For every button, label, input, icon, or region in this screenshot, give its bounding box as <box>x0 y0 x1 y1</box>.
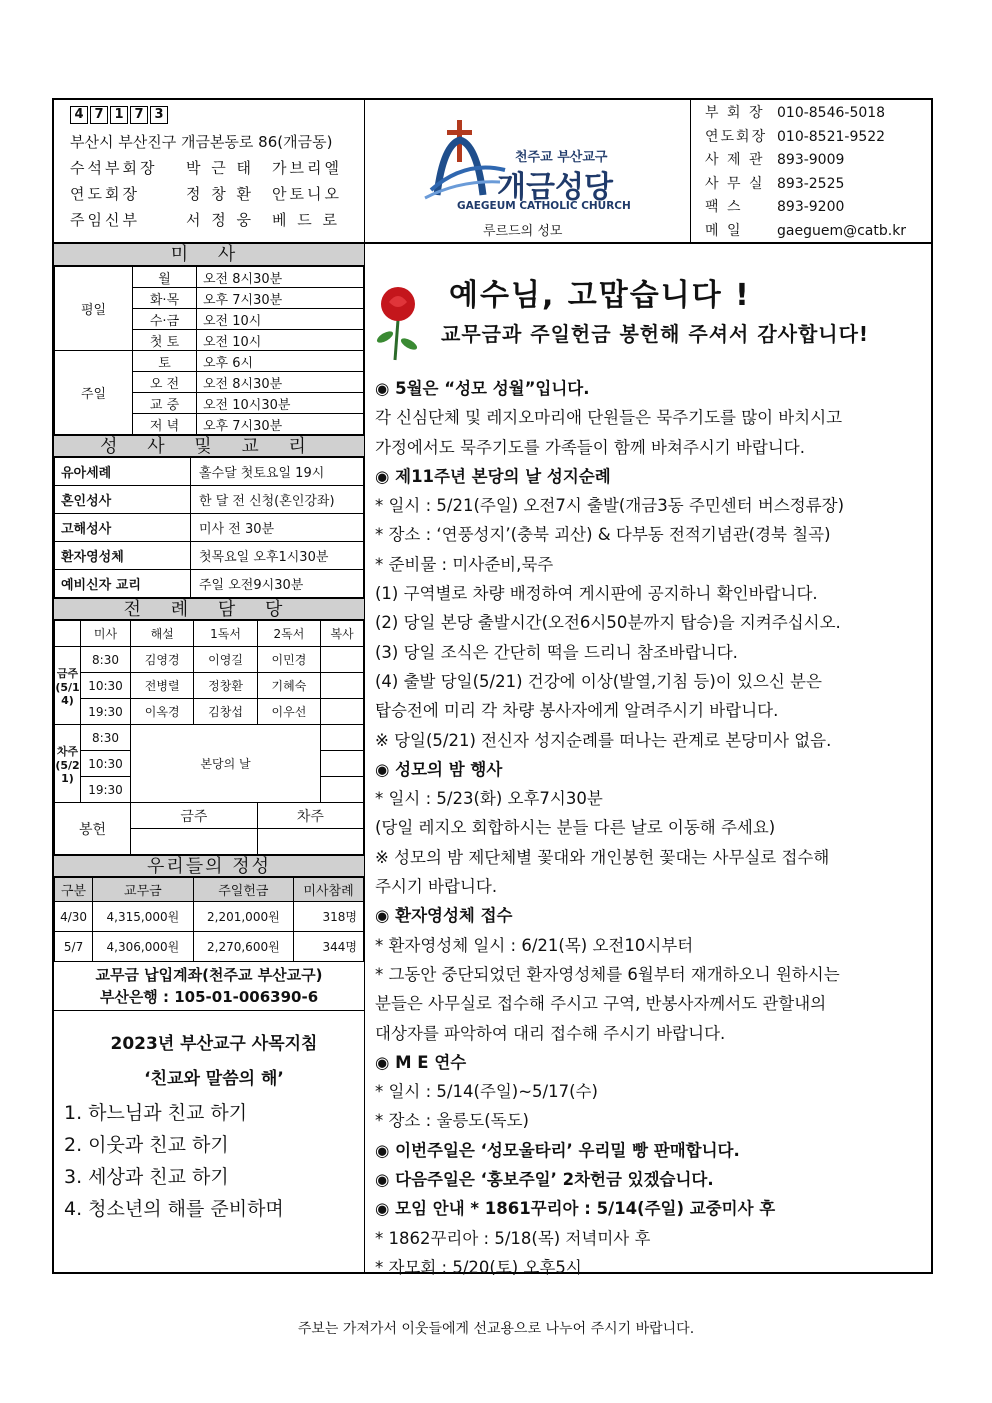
patron-caption: 루르드의 성모 <box>483 224 563 239</box>
lit-time: 8:30 <box>81 647 131 673</box>
pastoral-item: 1. 하느님과 친교 하기 <box>64 1102 248 1124</box>
sacraments-heading: 성 사 및 교 리 <box>54 435 364 457</box>
pastoral-subtitle: ‘친교와 말씀의 해’ <box>144 1069 284 1089</box>
lit-name: 전병렬 <box>131 673 194 699</box>
clergy-baptismal: 가브리엘 <box>272 159 342 177</box>
contact-key: 메 일 <box>705 222 743 239</box>
announcement-line: (2) 당일 본당 출발시간(오전6시50분까지 탑승)을 지켜주십시오. <box>375 613 841 633</box>
offering-table <box>54 877 364 962</box>
zip-digit: 4 <box>70 106 88 124</box>
zip-digit: 3 <box>150 106 168 124</box>
col-header: 해설 <box>131 621 194 647</box>
header <box>54 100 931 244</box>
account-info <box>54 962 364 1011</box>
offering-sunday: 2,270,600원 <box>193 932 293 962</box>
col-header: 교무금 <box>93 878 193 902</box>
announcement-line: (3) 당일 조식은 간단히 떡을 드리니 참조바랍니다. <box>375 642 738 662</box>
mass-day: 교 중 <box>133 393 197 414</box>
mass-day: 오 전 <box>133 372 197 393</box>
clergy-role: 수석부회장 <box>70 159 158 177</box>
pastoral-item: 2. 이웃과 친교 하기 <box>64 1134 229 1156</box>
contact-value: 010-8546-5018 <box>777 105 886 121</box>
weekday-label: 평일 <box>55 267 133 351</box>
clergy-baptismal: 베 드 로 <box>272 211 341 229</box>
contact-key: 사 무 실 <box>705 175 765 192</box>
address: 부산시 부산진구 개금본동로 86(개금동) <box>70 133 333 151</box>
sacrament-time: 첫목요일 오후1시30분 <box>191 542 364 570</box>
lit-name: 기혜숙 <box>257 673 320 699</box>
contact-key: 부 회 장 <box>705 105 765 121</box>
mass-time: 오전 10시30분 <box>197 393 364 414</box>
announcement-line: ◉ 모임 안내 * 1861꾸리아 : 5/14(주일) 교중미사 후 <box>375 1199 776 1219</box>
mass-time: 오후 6시 <box>197 351 364 372</box>
bulletin-frame <box>52 98 933 1277</box>
announcement-line: ◉ 다음주일은 ‘홍보주일’ 2차헌금 있겠습니다. <box>375 1170 714 1190</box>
clergy-baptismal: 안토니오 <box>272 185 342 203</box>
offering-date: 5/7 <box>55 932 93 962</box>
flower-col: 차주 <box>257 803 363 829</box>
announcement-line: * 일시 : 5/14(주일)~5/17(수) <box>375 1082 598 1102</box>
lit-time: 8:30 <box>81 725 131 751</box>
contact-value: gaeguem@catb.kr <box>777 222 907 239</box>
clergy-row <box>70 155 364 181</box>
contact-row <box>705 220 931 244</box>
sacrament-name: 혼인성사 <box>55 486 191 514</box>
announcement-line: * 장소 : 울릉도(독도) <box>375 1111 529 1131</box>
mass-table <box>54 266 364 435</box>
announcement-line: ※ 당일(5/21) 전신자 성지순례를 떠나는 관계로 본당미사 없음. <box>375 730 832 750</box>
zip-digit: 7 <box>90 106 108 124</box>
lit-time: 19:30 <box>81 699 131 725</box>
mass-day: 토 <box>133 351 197 372</box>
announcement-line: 가정에서도 묵주기도를 가족들이 함께 바쳐주시기 바랍니다. <box>375 437 805 457</box>
lit-name: 김영경 <box>131 647 194 673</box>
announcement-line: 대상자를 파악하여 대리 접수해 주시기 바랍니다. <box>375 1023 726 1043</box>
diocese-label: 천주교 부산교구 <box>515 150 608 165</box>
lit-name: 김창섭 <box>194 699 257 725</box>
announcement-line: ◉ 이번주일은 ‘성모울타리’ 우리밀 빵 판매합니다. <box>375 1140 740 1160</box>
contact-value: 893-9009 <box>777 152 845 168</box>
announcement-line: ◉ 제11주년 본당의 날 성지순례 <box>375 466 611 486</box>
lit-name: 이영길 <box>194 647 257 673</box>
mass-day: 첫 토 <box>133 330 197 351</box>
clergy-row <box>70 207 364 233</box>
mass-day: 수·금 <box>133 309 197 330</box>
announcement-line: * 장소 : ‘연풍성지’(충북 괴산) & 다부동 전적기념관(경북 칠곡) <box>375 525 831 545</box>
col-header: 복사 <box>321 621 364 647</box>
mass-time: 오전 10시 <box>197 330 364 351</box>
announcement-line: ◉ 5월은 “성모 성월”입니다. <box>375 379 590 398</box>
lit-name <box>321 699 364 725</box>
contact-key: 사 제 관 <box>705 152 765 168</box>
announcement-line: ◉ M E 연수 <box>375 1052 467 1072</box>
this-week-label: 금주(5/14) <box>55 647 81 725</box>
col-header: 미사참례 <box>294 878 364 902</box>
offering-heading: 우리들의 정성 <box>54 855 364 877</box>
announcement-line: ◉ 성모의 밤 행사 <box>375 759 503 779</box>
flower-col: 금주 <box>131 803 258 829</box>
announcement-line: * 환자영성체 일시 : 6/21(목) 오전10시부터 <box>375 935 694 955</box>
announcement-line: (1) 구역별로 차량 배정하여 게시판에 공지하니 확인바랍니다. <box>375 584 818 604</box>
contact-key: 팩 스 <box>705 199 743 215</box>
lit-time: 19:30 <box>81 777 131 803</box>
contact-row <box>705 196 931 220</box>
announcement-line: * 그동안 중단되었던 환자영성체를 6월부터 재개하오니 원하시는 <box>375 964 840 984</box>
next-week-label: 차주(5/21) <box>55 725 81 803</box>
contact-row <box>705 126 931 150</box>
col-header: 2독서 <box>257 621 320 647</box>
sacrament-time: 홀수달 첫토요일 19시 <box>191 458 364 486</box>
announcement-line: ※ 성모의 밤 제단체별 꽃대와 개인봉헌 꽃대는 사무실로 접수해 <box>375 847 830 867</box>
announcement-line: 분들은 사무실로 접수해 주시고 구역, 반봉사자께서도 관할내의 <box>375 994 827 1014</box>
announcement-line: 탑승전에 미리 각 차량 봉사자에게 알려주시기 바랍니다. <box>375 701 779 721</box>
announcement-line: 각 신심단체 및 레지오마리애 단원들은 묵주기도를 많이 바치시고 <box>375 408 843 428</box>
sacrament-name: 예비신자 교리 <box>55 570 191 598</box>
contacts <box>691 100 931 242</box>
contact-value: 010-8521-9522 <box>777 128 886 145</box>
announcement-line: * 일시 : 5/21(주일) 오전7시 출발(개금3동 주민센터 버스정류장) <box>375 496 845 516</box>
rose-icon <box>373 282 423 362</box>
church-name-en: GAEGEUM CATHOLIC CHURCH <box>457 200 631 212</box>
mass-time: 오전 10시 <box>197 309 364 330</box>
clergy-name: 박 근 태 <box>186 159 255 177</box>
flower-label: 봉헌 <box>55 803 131 855</box>
lit-name: 정창환 <box>194 673 257 699</box>
clergy-role: 주임신부 <box>70 211 140 229</box>
zip-digit: 1 <box>110 106 128 124</box>
col-header: 구분 <box>55 878 93 902</box>
contact-key: 연도회장 <box>705 128 768 145</box>
col-header: 미사 <box>81 621 131 647</box>
contact-row <box>705 149 931 173</box>
mass-day: 월 <box>133 267 197 288</box>
announcements <box>365 374 931 1282</box>
contact-value: 893-2525 <box>777 175 845 192</box>
announcement-line: * 준비물 : 미사준비,묵주 <box>375 554 554 574</box>
main-title: 예수님, 고맙습니다 ! <box>449 278 751 313</box>
contact-row <box>705 102 931 126</box>
lit-time: 10:30 <box>81 673 131 699</box>
zip-code <box>70 106 364 124</box>
lit-name <box>321 647 364 673</box>
offering-sunday: 2,201,000원 <box>193 902 293 932</box>
pastoral-item: 3. 세상과 친교 하기 <box>64 1166 229 1188</box>
right-column <box>365 244 931 1277</box>
col-header: 1독서 <box>194 621 257 647</box>
church-logo <box>365 100 691 242</box>
announcement-line: 주시기 바랍니다. <box>375 877 498 897</box>
footer-note: 주보는 가져가서 이웃들에게 선교용으로 나누어 주시기 바랍니다. <box>297 1321 695 1337</box>
lit-name: 이우선 <box>257 699 320 725</box>
pastoral-item: 4. 청소년의 해를 준비하며 <box>64 1198 284 1220</box>
liturgy-heading: 전 례 담 당 <box>54 598 364 620</box>
sacrament-name: 고해성사 <box>55 514 191 542</box>
header-left <box>54 100 365 242</box>
pastoral-guidelines <box>54 1011 364 1225</box>
offering-date: 4/30 <box>55 902 93 932</box>
pastoral-title: 2023년 부산교구 사목지침 <box>110 1034 318 1054</box>
parish-day-note: 본당의 날 <box>131 725 321 803</box>
mass-day: 저 녁 <box>133 414 197 435</box>
lit-time: 10:30 <box>81 751 131 777</box>
clergy-name: 서 정 웅 <box>186 211 255 229</box>
clergy-row <box>70 181 364 207</box>
offering-attendance: 318명 <box>294 902 364 932</box>
sunday-label: 주일 <box>55 351 133 435</box>
mass-heading: 미 사 <box>54 244 364 266</box>
sacraments-table <box>54 457 364 598</box>
mass-day: 화·목 <box>133 288 197 309</box>
sacrament-time: 미사 전 30분 <box>191 514 364 542</box>
announcement-line: (당일 레지오 회합하시는 분들 다른 날로 이동해 주세요) <box>375 818 776 838</box>
announcement-line: ◉ 환자영성체 접수 <box>375 906 513 926</box>
church-name: 개금성당 <box>497 170 613 205</box>
mass-time: 오전 8시30분 <box>197 267 364 288</box>
left-column <box>54 244 365 1272</box>
offering-attendance: 344명 <box>294 932 364 962</box>
announcement-line: * 일시 : 5/23(화) 오후7시30분 <box>375 789 603 809</box>
announcement-line: (4) 출발 당일(5/21) 건강에 이상(발열,기침 등)이 있으신 분은 <box>375 671 822 691</box>
offering-tithe: 4,306,000원 <box>93 932 193 962</box>
clergy-role: 연도회장 <box>70 185 140 203</box>
sacrament-time: 한 달 전 신청(혼인강좌) <box>191 486 364 514</box>
sacrament-name: 환자영성체 <box>55 542 191 570</box>
sacrament-time: 주일 오전9시30분 <box>191 570 364 598</box>
announcement-line: * 자모회 : 5/20(토) 오후5시 <box>375 1257 582 1277</box>
contact-value: 893-9200 <box>777 199 845 215</box>
mass-time: 오후 7시30분 <box>197 288 364 309</box>
lit-name <box>321 673 364 699</box>
lit-name: 이옥경 <box>131 699 194 725</box>
account-title: 교무금 납입계좌(천주교 부산교구) <box>95 966 323 984</box>
mass-time: 오전 8시30분 <box>197 372 364 393</box>
col-header: 주일헌금 <box>193 878 293 902</box>
sacrament-name: 유아세례 <box>55 458 191 486</box>
mass-time: 오후 7시30분 <box>197 414 364 435</box>
lit-name: 이민경 <box>257 647 320 673</box>
zip-digit: 7 <box>130 106 148 124</box>
announcement-line: * 1862꾸리아 : 5/18(목) 저녁미사 후 <box>375 1228 651 1248</box>
offering-tithe: 4,315,000원 <box>93 902 193 932</box>
contact-row <box>705 173 931 197</box>
clergy-name: 정 창 환 <box>186 185 255 203</box>
liturgy-table <box>54 620 364 855</box>
account-number: 부산은행 : 105-01-006390-6 <box>99 988 319 1006</box>
main-subtitle: 교무금과 주일헌금 봉헌해 주셔서 감사합니다! <box>441 322 870 346</box>
